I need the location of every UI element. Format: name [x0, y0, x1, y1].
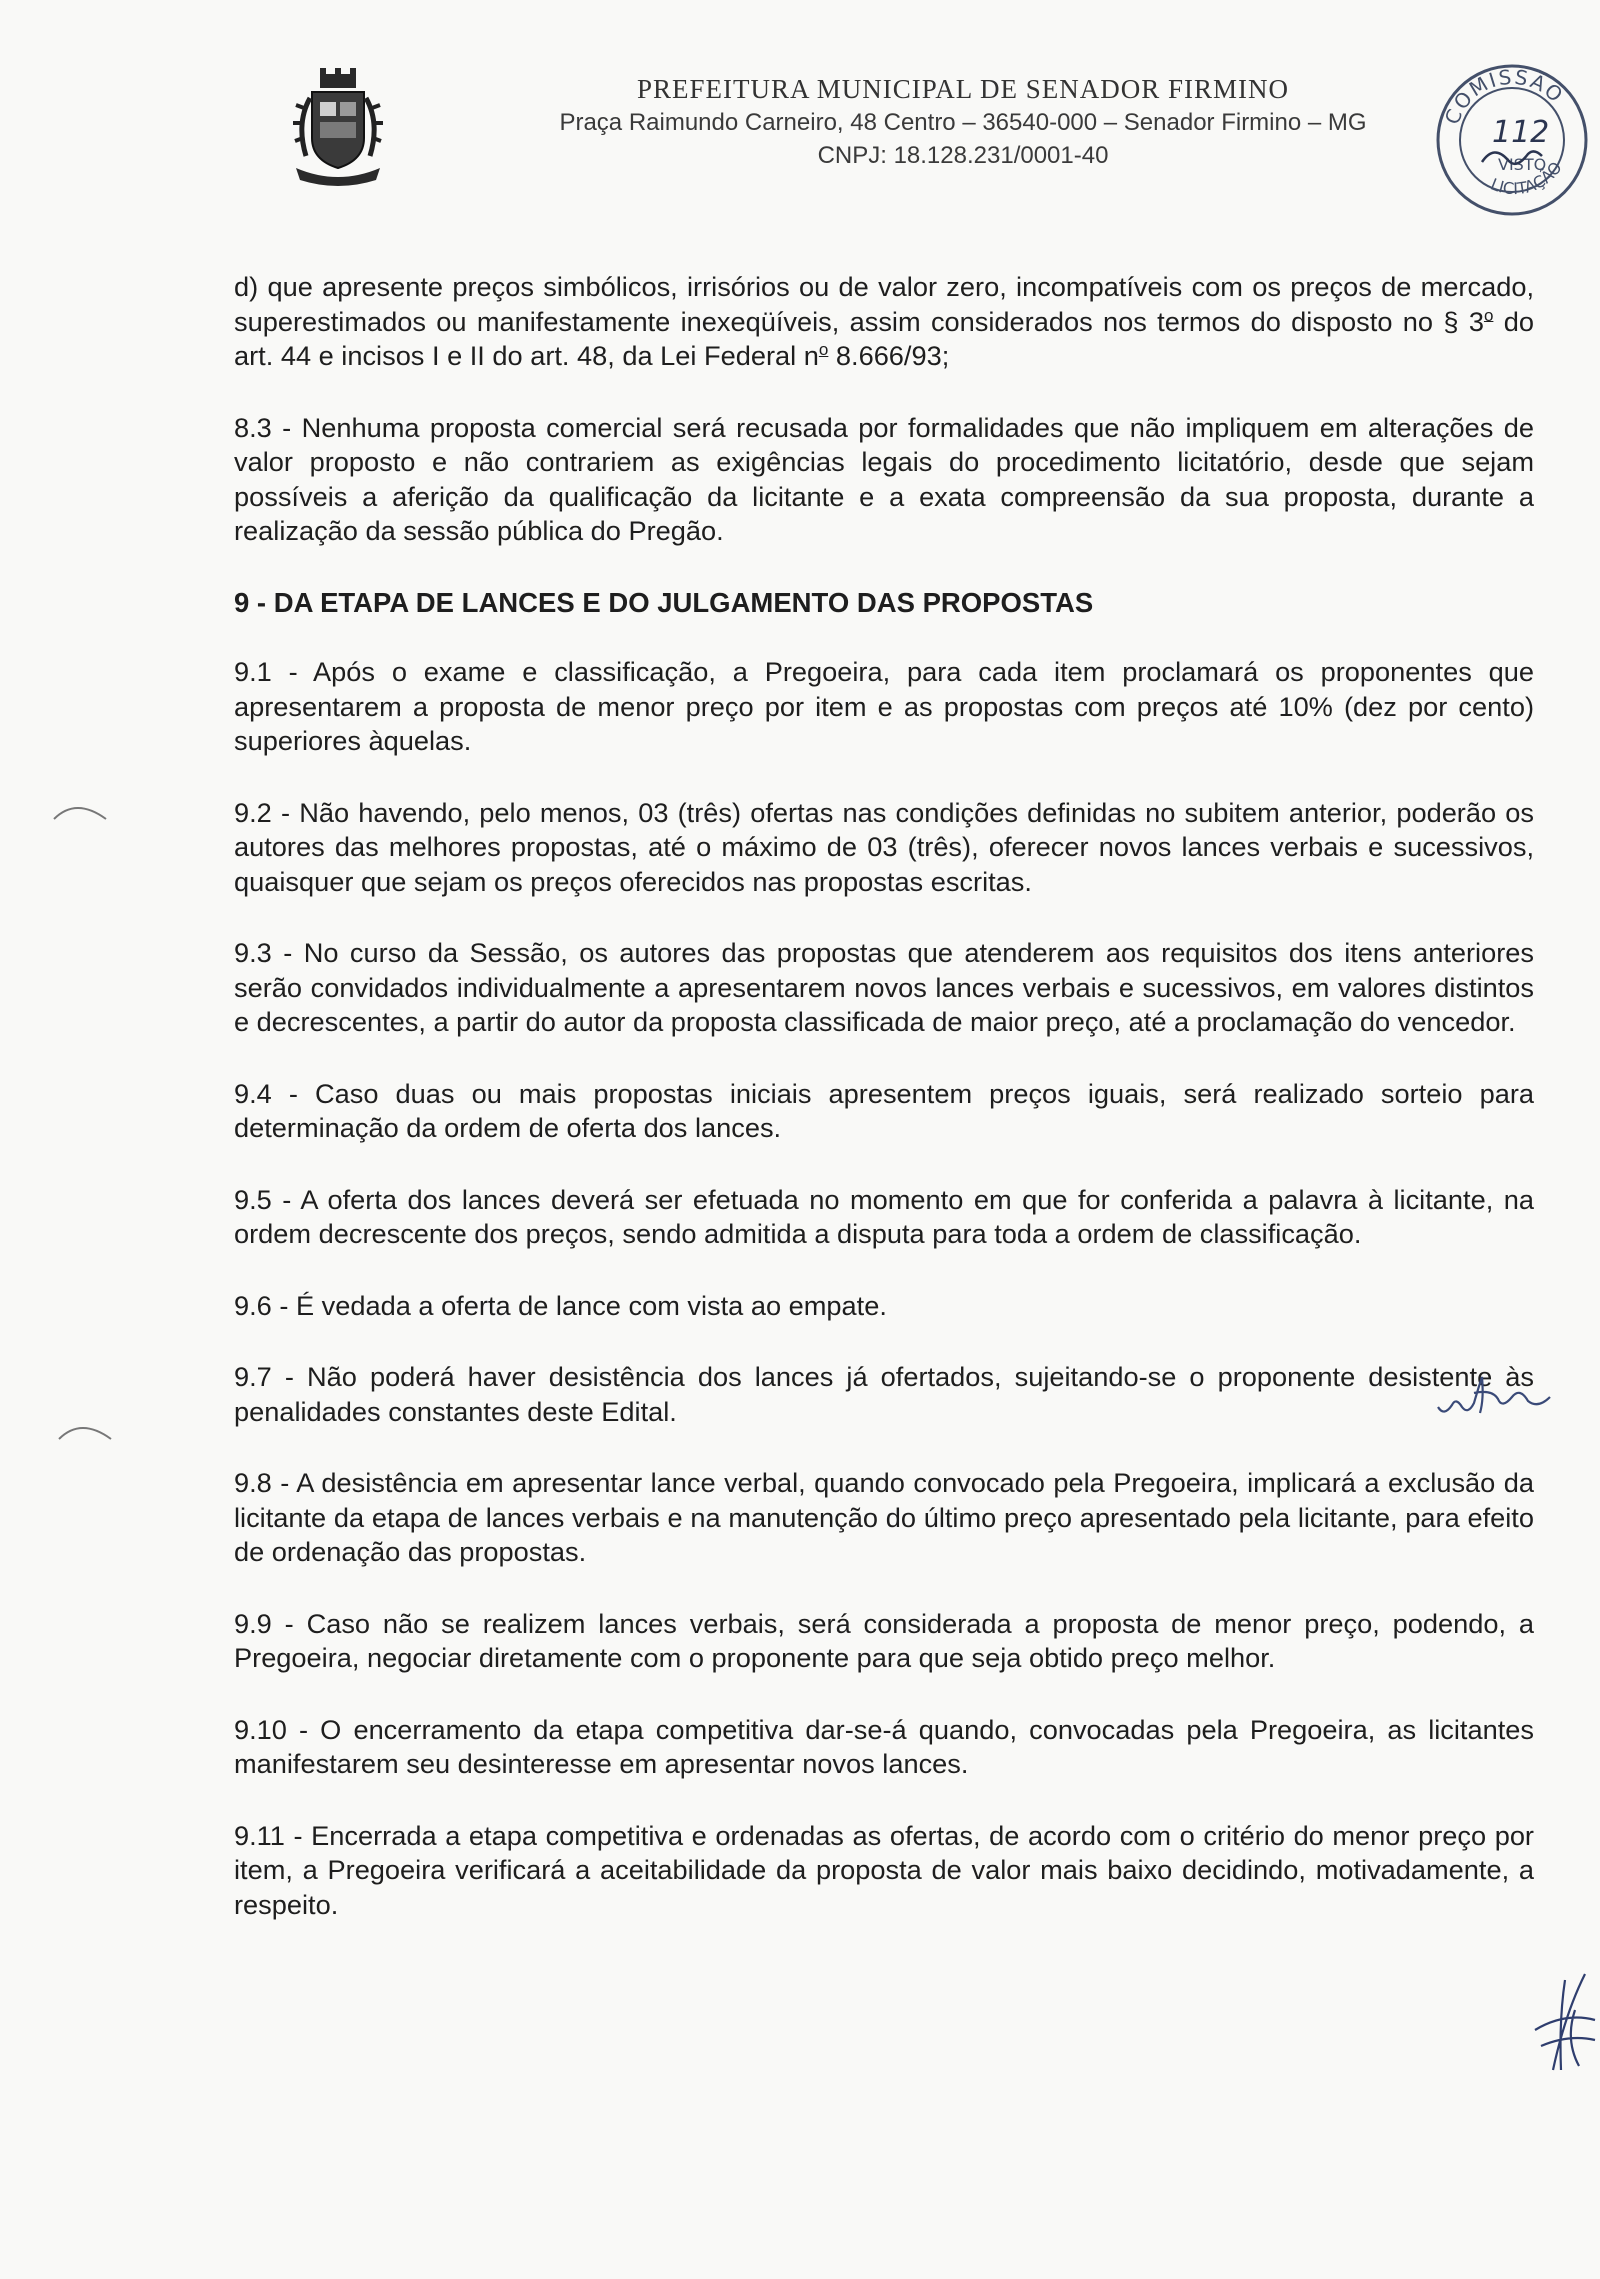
handwritten-signature [1525, 1970, 1600, 2080]
stamp-bottom-text: LICITAÇÃO [1487, 158, 1566, 199]
paragraph-9-1: 9.1 - Após o exame e classificação, a Pregoeira, para cada item proclamará os proponentes que apresentarem a proposta de menor preço por item e as propostas com preços até 10% (dez por cento) superiores àquelas. [234, 656, 1534, 756]
paragraph-d-text-3: 8.666/93; [828, 340, 950, 371]
document-body [234, 270, 1534, 1959]
handwritten-initials [1430, 1365, 1590, 1425]
paragraph-9-6: 9.6 - É vedada a oferta de lance com vista ao empate. [234, 1289, 887, 1321]
letterhead [488, 72, 1438, 172]
paragraph-d-text-1: d) que apresente preços simbólicos, irrisórios ou de valor zero, incompatíveis com os preços de mercado, superestimados ou manifestamente inexeqüíveis, assim considerados nos termos do disposto no § 3 [234, 271, 1534, 337]
section-heading-9: 9 - DA ETAPA DE LANCES E DO JULGAMENTO DAS PROPOSTAS [234, 586, 1094, 618]
paragraph-9-4: 9.4 - Caso duas ou mais propostas iniciais apresentem preços iguais, será realizado sorteio para determinação da ordem de oferta dos lances. [234, 1077, 1534, 1143]
paragraph-9-8: 9.8 - A desistência em apresentar lance verbal, quando convocado pela Pregoeira, implicará a exclusão da licitante da etapa de lances verbais e na manutenção do último preço apresentado pela licitante, para efeito de ordenação das propostas. [234, 1467, 1534, 1567]
superscript-ordinal: o [1483, 305, 1494, 325]
paragraph-9-10: 9.10 - O encerramento da etapa competitiva dar-se-á quando, convocadas pela Pregoeira, as licitantes manifestarem seu desinteresse em apresentar novos lances. [234, 1713, 1534, 1779]
stamp-number: 112 [1492, 115, 1550, 150]
paragraph-8-3: 8.3 - Nenhuma proposta comercial será recusada por formalidades que não impliquem em alterações de valor proposto e não contrariem as exigências legais do procedimento licitatório, desde que sejam possíveis a aferição da qualificação da licitante e a exata compreensão da sua proposta, durante a realização da sessão pública do Pregão. [234, 411, 1534, 546]
municipality-name: PREFEITURA MUNICIPAL DE SENADOR FIRMINO [636, 74, 1290, 104]
margin-mark [55, 1415, 115, 1445]
paragraph-9-9: 9.9 - Caso não se realizem lances verbais, será considerada a proposta de menor preço, podendo, a Pregoeira, negociar diretamente com o proponente para que seja obtido preço melhor. [234, 1607, 1534, 1673]
municipality-address: Praça Raimundo Carneiro, 48 Centro – 36540-000 – Senador Firmino – MG [559, 109, 1367, 136]
stamp-visto: VISTO [1498, 155, 1547, 174]
paragraph-9-7: 9.7 - Não poderá haver desistência dos lances já ofertados, sujeitando-se o proponente desistente às penalidades constantes deste Edital. [234, 1361, 1534, 1427]
paragraph-9-11: 9.11 - Encerrada a etapa competitiva e ordenadas as ofertas, de acordo com o critério do menor preço por item, a Pregoeira verificará a aceitabilidade da proposta de valor mais baixo decidindo, motivadamente, a respeito. [234, 1819, 1534, 1920]
paragraph-9-3: 9.3 - No curso da Sessão, os autores das propostas que atenderem aos requisitos dos itens anteriores serão convidados individualmente a apresentarem novos lances verbais e sucessivos, em valores distintos e decrescentes, a partir do autor da proposta classificada de maior preço, até a proclamação do vencedor. [234, 937, 1534, 1037]
stamp-top-text: COMISSÃO [1439, 64, 1569, 128]
commission-stamp [1428, 58, 1596, 218]
municipal-coat-of-arms-icon [290, 68, 386, 190]
superscript-ordinal: o [818, 339, 829, 359]
municipality-cnpj: CNPJ: 18.128.231/0001-40 [817, 142, 1109, 169]
paragraph-9-5: 9.5 - A oferta dos lances deverá ser efetuada no momento em que for conferida a palavra à licitante, na ordem decrescente dos preços, sendo admitida a disputa para toda a ordem de classificação. [234, 1183, 1534, 1249]
paragraph-9-2: 9.2 - Não havendo, pelo menos, 03 (três) ofertas nas condições definidas no subitem anterior, poderão os autores das melhores propostas, até o máximo de 03 (três), oferecer novos lances verbais e sucessivos, quaisquer que sejam os preços oferecidos nas propostas escritas. [234, 796, 1534, 897]
paragraph-8-2-d [234, 270, 1534, 374]
margin-mark [50, 795, 110, 825]
paragraph-d-text-2: do art. 44 e incisos I e II do art. 48, da Lei Federal n [234, 305, 1534, 371]
